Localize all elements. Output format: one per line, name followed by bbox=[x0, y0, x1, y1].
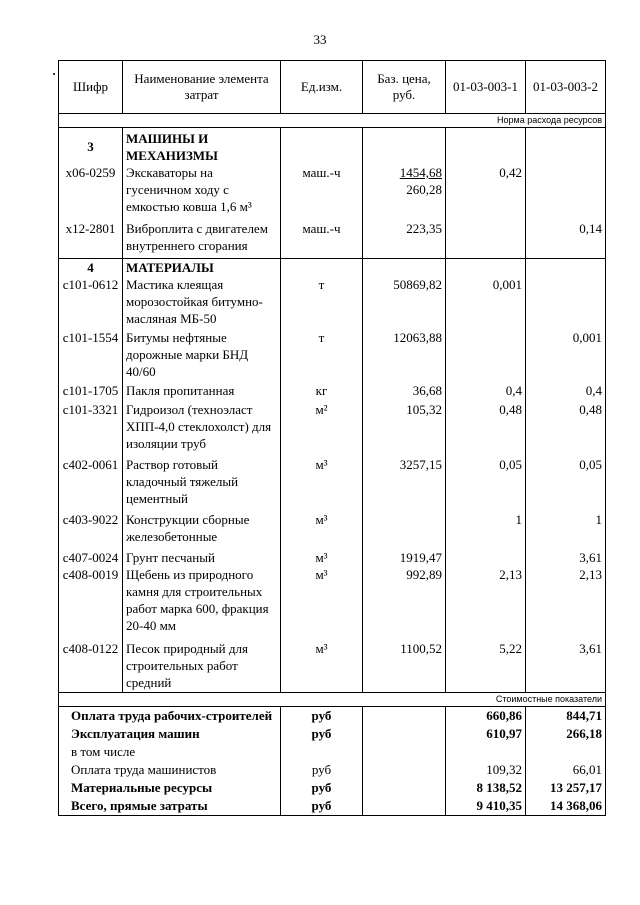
table-row bbox=[59, 456, 606, 511]
summary-unit: руб bbox=[281, 725, 363, 743]
row-name: Битумы нефтяные дорожные марки БНД 40/60 bbox=[123, 329, 281, 382]
section-row bbox=[59, 259, 606, 277]
row-unit: маш.-ч bbox=[281, 220, 363, 259]
row-code: х06-0259 bbox=[59, 164, 123, 220]
row-value-col1: 2,13 bbox=[446, 566, 526, 640]
summary-row bbox=[59, 725, 606, 743]
row-name: Виброплита с двигателем внутреннего сгорания bbox=[123, 220, 281, 259]
table-row bbox=[59, 164, 606, 220]
row-value-col2: 0,14 bbox=[526, 220, 606, 259]
row-value-col1 bbox=[446, 549, 526, 566]
row-name: Песок природный для строительных работ средний bbox=[123, 640, 281, 693]
row-unit: т bbox=[281, 329, 363, 382]
row-value-col2: 0,05 bbox=[526, 456, 606, 511]
row-value-col2: 3,61 bbox=[526, 640, 606, 693]
row-price: 3257,15 bbox=[363, 456, 446, 511]
row-price-secondary: 260,28 bbox=[406, 182, 442, 197]
table-row bbox=[59, 566, 606, 640]
table-row bbox=[59, 401, 606, 456]
summary-value-col1: 109,32 bbox=[446, 761, 526, 779]
table-row bbox=[59, 276, 606, 329]
summary-label: Оплата труда машинистов bbox=[59, 761, 281, 779]
row-code: с402-0061 bbox=[59, 456, 123, 511]
table-row bbox=[59, 549, 606, 566]
summary-value-col2: 66,01 bbox=[526, 761, 606, 779]
row-name: Экскаваторы на гусеничном ходу с емкостью ковша 1,6 м³ bbox=[123, 164, 281, 220]
band-row-costs bbox=[59, 693, 606, 707]
table-row bbox=[59, 511, 606, 549]
row-unit: маш.-ч bbox=[281, 164, 363, 220]
row-value-col1: 0,4 bbox=[446, 382, 526, 401]
table-row bbox=[59, 220, 606, 259]
row-price: 223,35 bbox=[363, 220, 446, 259]
summary-row bbox=[59, 779, 606, 797]
summary-value-col2: 266,18 bbox=[526, 725, 606, 743]
table-row bbox=[59, 640, 606, 693]
summary-value-col1: 660,86 bbox=[446, 707, 526, 726]
row-name: Раствор готовый кладочный тяжелый цементный bbox=[123, 456, 281, 511]
band-norms-label: Норма расхода ресурсов bbox=[59, 114, 606, 128]
summary-unit: руб bbox=[281, 797, 363, 816]
summary-label: Всего, прямые затраты bbox=[59, 797, 281, 816]
row-price: 36,68 bbox=[363, 382, 446, 401]
summary-value-col2: 14 368,06 bbox=[526, 797, 606, 816]
summary-unit: руб bbox=[281, 779, 363, 797]
table-row bbox=[59, 382, 606, 401]
header-code: Шифр bbox=[59, 61, 123, 114]
row-unit: м² bbox=[281, 401, 363, 456]
summary-value-col2: 13 257,17 bbox=[526, 779, 606, 797]
header-col1: 01-03-003-1 bbox=[446, 61, 526, 114]
row-price: 1100,52 bbox=[363, 640, 446, 693]
row-code: с101-3321 bbox=[59, 401, 123, 456]
row-value-col1: 0,001 bbox=[446, 276, 526, 329]
row-code: х12-2801 bbox=[59, 220, 123, 259]
row-price bbox=[363, 511, 446, 549]
row-code: с407-0024 bbox=[59, 549, 123, 566]
band-row-norms bbox=[59, 114, 606, 128]
section-row bbox=[59, 128, 606, 165]
summary-label: Материальные ресурсы bbox=[59, 779, 281, 797]
row-value-col2: 3,61 bbox=[526, 549, 606, 566]
summary-row bbox=[59, 761, 606, 779]
section-title: МАШИНЫ И МЕХАНИЗМЫ bbox=[123, 128, 281, 165]
row-name: Пакля пропитанная bbox=[123, 382, 281, 401]
summary-value-col1: 8 138,52 bbox=[446, 779, 526, 797]
row-unit: м³ bbox=[281, 549, 363, 566]
row-name: Щебень из природного камня для строительных работ марка 600, фракция 20-40 мм bbox=[123, 566, 281, 640]
band-costs-label: Стоимостные показатели bbox=[59, 693, 606, 707]
header-name: Наименование элемента затрат bbox=[123, 61, 281, 114]
section-title: МАТЕРИАЛЫ bbox=[123, 259, 281, 277]
row-value-col2: 2,13 bbox=[526, 566, 606, 640]
section-number: 4 bbox=[59, 259, 123, 277]
row-value-col1: 0,48 bbox=[446, 401, 526, 456]
row-name: Грунт песчаный bbox=[123, 549, 281, 566]
table-header-row bbox=[59, 61, 606, 114]
summary-row bbox=[59, 797, 606, 816]
row-price: 1919,47 bbox=[363, 549, 446, 566]
summary-label: Эксплуатация машин bbox=[59, 725, 281, 743]
page-number: 33 bbox=[313, 32, 327, 47]
row-value-col2 bbox=[526, 276, 606, 329]
row-unit: т bbox=[281, 276, 363, 329]
row-code: с101-1554 bbox=[59, 329, 123, 382]
summary-unit: руб bbox=[281, 761, 363, 779]
row-price bbox=[363, 164, 446, 220]
table-row bbox=[59, 329, 606, 382]
row-value-col2 bbox=[526, 164, 606, 220]
row-code: с101-1705 bbox=[59, 382, 123, 401]
row-code: с408-0019 bbox=[59, 566, 123, 640]
row-price-main: 1454,68 bbox=[399, 165, 442, 180]
row-name: Гидроизол (техноэласт ХПП-4,0 стеклохолст) для изоляции труб bbox=[123, 401, 281, 456]
summary-value-col1: 610,97 bbox=[446, 725, 526, 743]
row-code: с408-0122 bbox=[59, 640, 123, 693]
summary-value-col1: 9 410,35 bbox=[446, 797, 526, 816]
section-number: 3 bbox=[59, 128, 123, 165]
summary-label: в том числе bbox=[59, 743, 281, 761]
row-unit: м³ bbox=[281, 566, 363, 640]
row-value-col1 bbox=[446, 329, 526, 382]
row-value-col2: 0,48 bbox=[526, 401, 606, 456]
row-price: 105,32 bbox=[363, 401, 446, 456]
row-price: 992,89 bbox=[363, 566, 446, 640]
scan-speck bbox=[53, 73, 55, 75]
summary-unit: руб bbox=[281, 707, 363, 726]
summary-label: Оплата труда рабочих-строителей bbox=[59, 707, 281, 726]
row-value-col1: 0,05 bbox=[446, 456, 526, 511]
header-unit: Ед.изм. bbox=[281, 61, 363, 114]
row-value-col1: 5,22 bbox=[446, 640, 526, 693]
row-unit: м³ bbox=[281, 456, 363, 511]
summary-row bbox=[59, 707, 606, 726]
row-value-col1 bbox=[446, 220, 526, 259]
row-name: Конструкции сборные железобетонные bbox=[123, 511, 281, 549]
row-name: Мастика клеящая морозостойкая битумно-масляная МБ-50 bbox=[123, 276, 281, 329]
resource-table bbox=[58, 60, 606, 816]
row-code: с101-0612 bbox=[59, 276, 123, 329]
row-unit: м³ bbox=[281, 511, 363, 549]
row-value-col2: 0,4 bbox=[526, 382, 606, 401]
header-price: Баз. цена, руб. bbox=[363, 61, 446, 114]
row-price: 50869,82 bbox=[363, 276, 446, 329]
row-unit: м³ bbox=[281, 640, 363, 693]
row-value-col2: 1 bbox=[526, 511, 606, 549]
summary-value-col2: 844,71 bbox=[526, 707, 606, 726]
summary-row bbox=[59, 743, 606, 761]
row-value-col2: 0,001 bbox=[526, 329, 606, 382]
row-code: с403-9022 bbox=[59, 511, 123, 549]
row-value-col1: 0,42 bbox=[446, 164, 526, 220]
header-col2: 01-03-003-2 bbox=[526, 61, 606, 114]
row-unit: кг bbox=[281, 382, 363, 401]
row-price: 12063,88 bbox=[363, 329, 446, 382]
row-value-col1: 1 bbox=[446, 511, 526, 549]
